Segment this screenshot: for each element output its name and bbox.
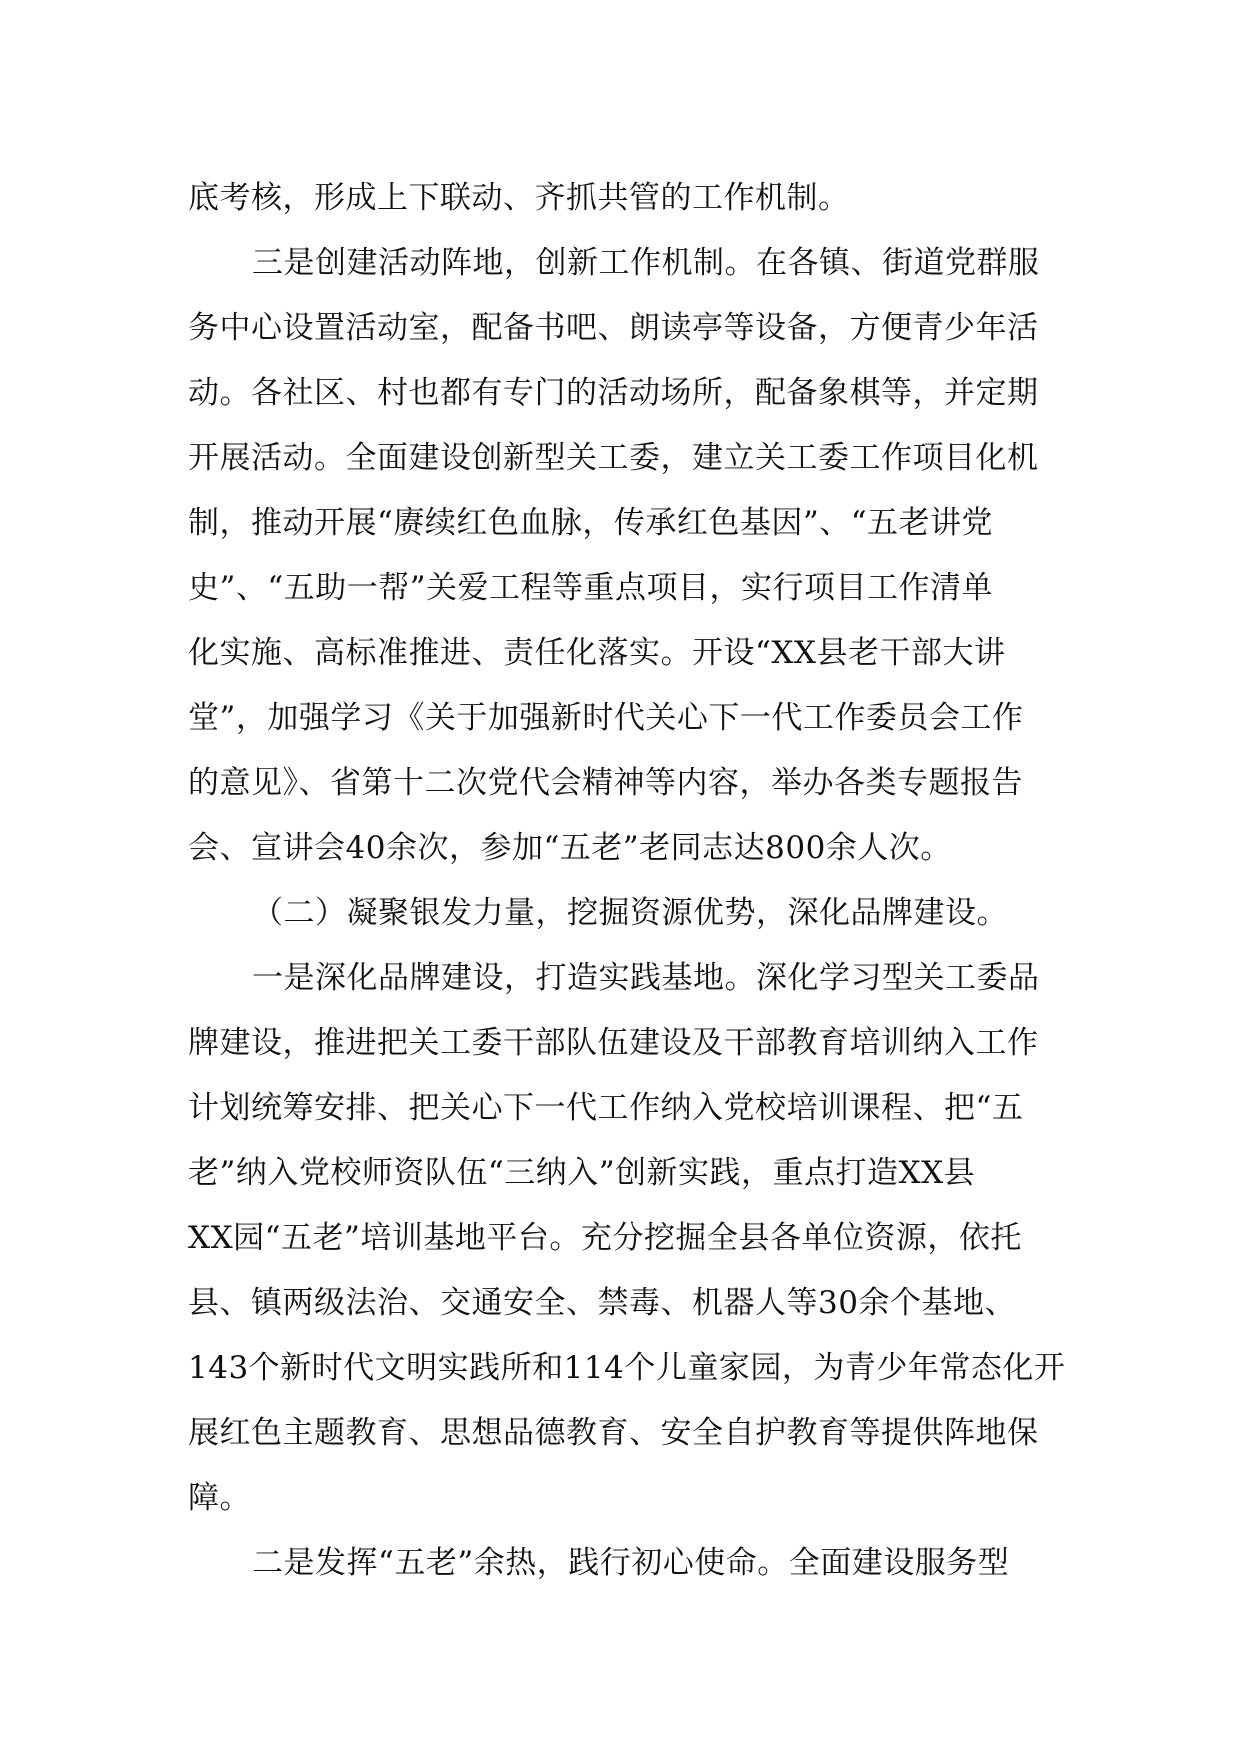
text-line: 史”、“五助一帮”关爱工程等重点项目，实行项目工作清单 (188, 570, 994, 606)
text-line: 老”纳入党校师资队伍“三纳入”创新实践，重点打造XX县 (188, 1155, 976, 1191)
text-line: 堂”，加强学习《关于加强新时代关心下一代工作委员会工作 (188, 700, 1024, 736)
text-line: XX园“五老”培训基地平台。充分挖掘全县各单位资源，依托 (188, 1220, 1022, 1256)
text-line: 动。各社区、村也都有专门的活动场所，配备象棋等，并定期 (188, 375, 1039, 411)
text-line: （二）凝聚银发力量，挖掘资源优势，深化品牌建设。 (252, 895, 1008, 931)
document-body (188, 166, 1088, 1596)
text-line: 的意见》、省第十二次党代会精神等内容，举办各类专题报告 (188, 765, 1023, 801)
text-line: 底考核，形成上下联动、齐抓共管的工作机制。 (188, 180, 850, 216)
text-line: 县、镇两级法治、交通安全、禁毒、机器人等30余个基地、 (188, 1285, 1016, 1321)
text-line: 143个新时代文明实践所和114个儿童家园，为青少年常态化开 (188, 1350, 1066, 1386)
text-line: 障。 (188, 1480, 251, 1516)
text-line: 会、宣讲会40余次，参加“五老”老同志达800余人次。 (188, 830, 952, 866)
text-line: 牌建设，推进把关工委干部队伍建设及干部教育培训纳入工作 (188, 1025, 1039, 1061)
text-line: 一是深化品牌建设，打造实践基地。深化学习型关工委品 (252, 960, 1040, 996)
text-line: 三是创建活动阵地，创新工作机制。在各镇、街道党群服 (252, 245, 1040, 281)
text-line: 务中心设置活动室，配备书吧、朗读亭等设备，方便青少年活 (188, 310, 1039, 346)
text-line: 计划统筹安排、把关心下一代工作纳入党校培训课程、把“五 (188, 1090, 1024, 1126)
text-line: 制，推动开展“赓续红色血脉，传承红色基因”、“五老讲党 (188, 505, 994, 541)
text-line: 二是发挥“五老”余热，践行初心使命。全面建设服务型 (252, 1545, 1010, 1581)
text-line: 化实施、高标准推进、责任化落实。开设“XX县老干部大讲 (188, 635, 1006, 671)
text-line: 展红色主题教育、思想品德教育、安全自护教育等提供阵地保 (188, 1415, 1039, 1451)
text-line: 开展活动。全面建设创新型关工委，建立关工委工作项目化机 (188, 440, 1039, 476)
